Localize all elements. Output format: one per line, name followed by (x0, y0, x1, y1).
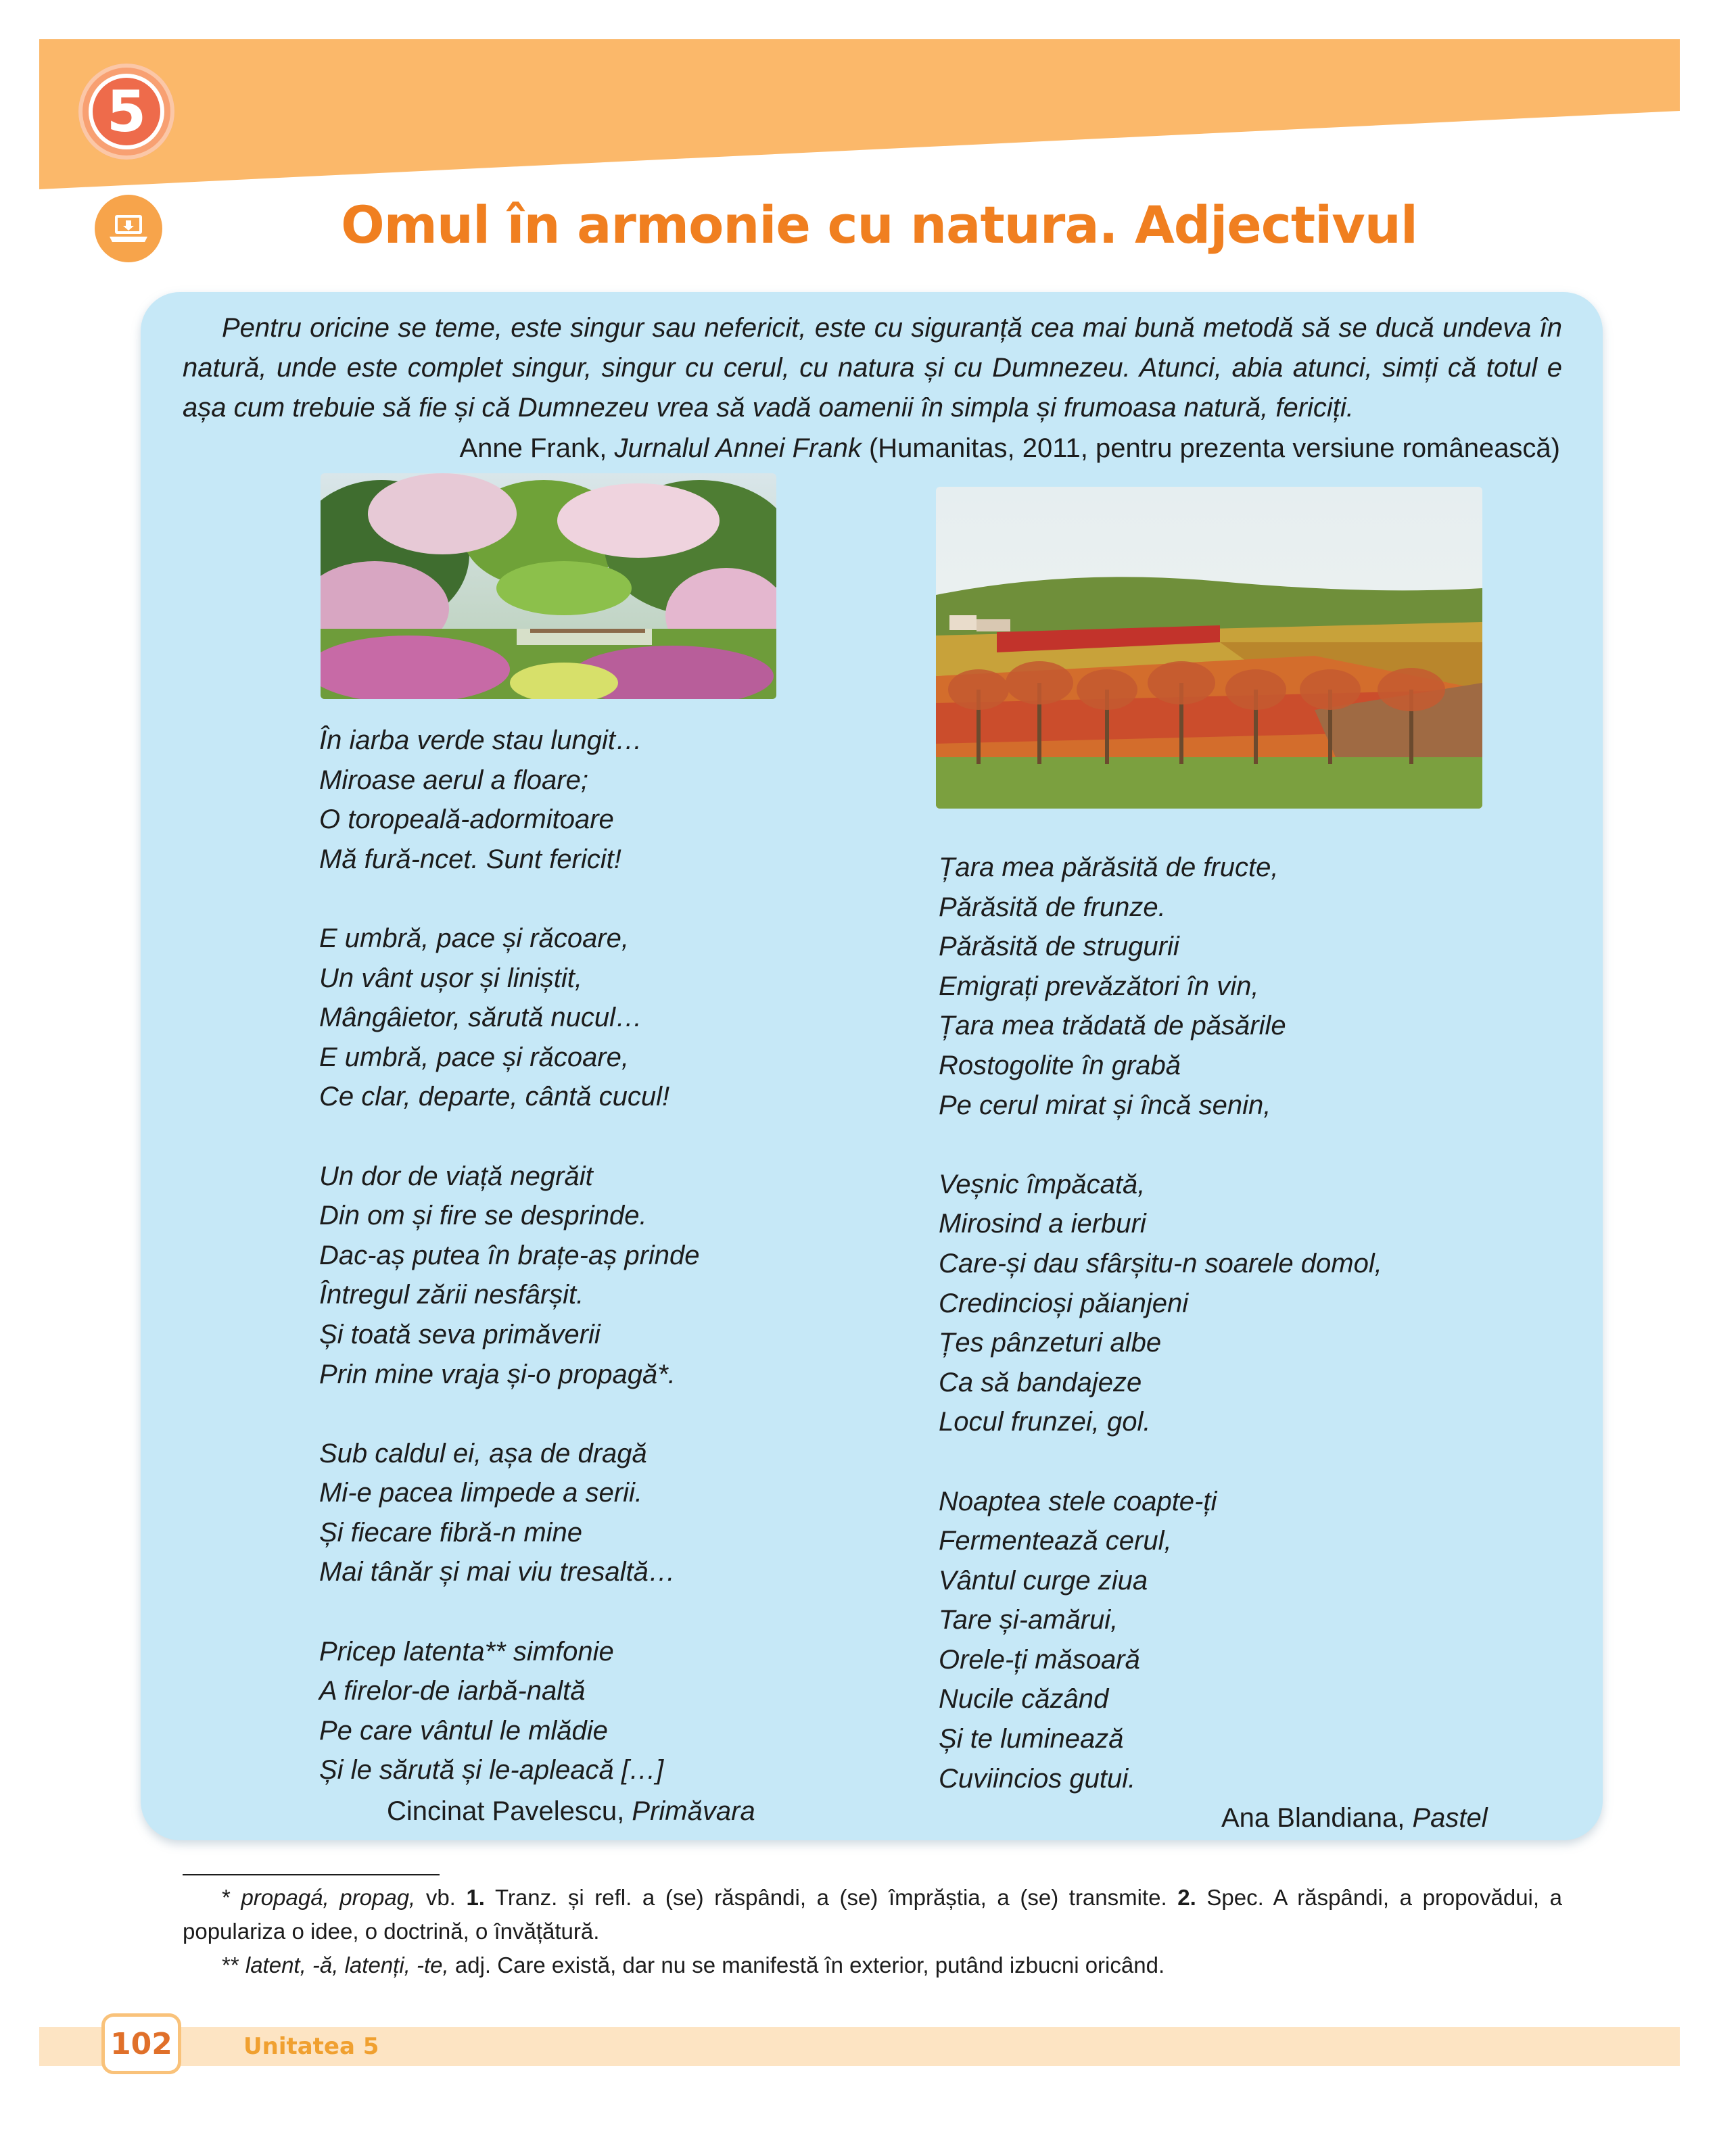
verse: Pricep latenta** simfonie (319, 1636, 614, 1667)
verse: Țara mea părăsită de fructe, (939, 853, 1279, 882)
poem-right-title: Pastel (1412, 1803, 1488, 1833)
verse: Credincioși păianjeni (939, 1288, 1189, 1318)
footnotes (183, 1881, 1562, 1982)
spring-garden-photo (321, 473, 776, 699)
verse: Mai tânăr și mai viu tresaltă… (319, 1557, 676, 1587)
verse: Nucile căzând (939, 1684, 1109, 1715)
verse: Mângâietor, sărută nucul… (319, 1003, 643, 1033)
verse: Mi-e pacea limpede a serii. (319, 1478, 642, 1508)
footnote-2 (183, 1948, 1562, 1982)
verse: Pe care vântul le mlădie (319, 1715, 608, 1746)
footnote-sense-number: 1. (466, 1885, 485, 1910)
poem-right-credit (1221, 1798, 1488, 1838)
page-title: Omul în armonie cu natura. Adjectivul (341, 195, 1417, 255)
stanza-5 (319, 1632, 700, 1790)
unit-number-badge (78, 64, 174, 160)
stanza-2 (319, 919, 700, 1117)
poem-right (939, 848, 1382, 1798)
footnote-1 (183, 1881, 1562, 1948)
verse: Mă fură-ncet. Sunt fericit! (319, 844, 621, 874)
verse: A firelor-de iarbă-naltă (319, 1676, 586, 1706)
verse: Pe cerul mirat și încă senin, (939, 1090, 1271, 1120)
quote-author: Anne Frank, (459, 433, 607, 463)
verse: Țes pânzeturi albe (939, 1328, 1162, 1358)
verse: Tare și-amărui, (939, 1605, 1119, 1635)
header-band (39, 39, 1680, 189)
verse: Ca să bandajeze (939, 1367, 1142, 1397)
verse: Locul frunzei, gol. (939, 1407, 1151, 1437)
poem-right-author: Ana Blandiana, (1221, 1803, 1405, 1833)
verse: Din om și fire se desprinde. (319, 1201, 647, 1231)
verse: O toropeală-adormitoare (319, 805, 614, 835)
footnote-text: vb. (425, 1885, 456, 1910)
verse: Un vânt ușor și liniștit, (319, 963, 583, 993)
quote-work: Jurnalul Annei Frank (614, 433, 862, 463)
quote-edition: (Humanitas, 2011, pentru prezenta versiune românească) (868, 433, 1560, 463)
stanza-2 (939, 1165, 1382, 1442)
unit-label: Unitatea 5 (243, 2033, 379, 2060)
unit-number: 5 (89, 74, 164, 149)
verse: Prin mine vraja și-o propagă*. (319, 1359, 676, 1389)
stanza-1 (319, 721, 700, 879)
laptop-icon[interactable] (95, 195, 162, 262)
stanza-3 (939, 1482, 1382, 1799)
footnote-text: Spec. A răspândi, a propovădui, a populariza o idee, o doctrină, o învățătură. (183, 1885, 1562, 1944)
verse: Miroase aerul a floare; (319, 765, 588, 795)
verse: Sub caldul ei, așa de dragă (319, 1438, 647, 1468)
stanza-3 (319, 1157, 700, 1395)
verse: Cuviincios gutui. (939, 1763, 1136, 1794)
verse: Țara mea trădată de păsările (939, 1011, 1286, 1041)
verse: Vântul curge ziua (939, 1565, 1148, 1596)
quote-text: Pentru oricine se teme, este singur sau nefericit, este cu siguranță cea mai bună metodă să se ducă undeva în natură, unde este complet singur, singur cu cerul, cu natura și cu Dumnezeu. Atunci, abia atunci, simți că totul e așa cum trebuie să fie și că Dumnezeu vrea să vadă oamenii în simpla și frumoasa natură, fericiți. (183, 313, 1562, 423)
verse: Și te luminează (939, 1724, 1124, 1754)
verse: E umbră, pace și răcoare, (319, 923, 629, 953)
footnote-text: adj. Care există, dar nu se manifestă în exterior, putând izbucni oricând. (454, 1953, 1165, 1978)
page-number: 102 (101, 2013, 181, 2074)
footnote-divider (183, 1874, 440, 1875)
footnote-marker: * (222, 1885, 231, 1910)
verse: Părăsită de frunze. (939, 892, 1166, 922)
verse: Și fiecare fibră-n mine (319, 1517, 583, 1548)
poem-left-credit (387, 1792, 755, 1831)
verse: Care-și dau sfârșitu-n soarele domol, (939, 1248, 1382, 1278)
verse: Și le sărută și le-apleacă […] (319, 1755, 664, 1786)
verse: Fermentează cerul, (939, 1526, 1172, 1556)
intro-quote (183, 308, 1562, 428)
verse: Emigrați prevăzători în vin, (939, 971, 1259, 1001)
footnote-term: propagá, propag, (241, 1885, 416, 1910)
footnote-marker: ** (222, 1953, 239, 1978)
poem-left-title: Primăvara (632, 1796, 755, 1826)
stanza-1 (939, 848, 1382, 1125)
poem-left (319, 721, 700, 1790)
autumn-orchard-photo (936, 487, 1482, 809)
footnote-text: Tranz. și refl. a (se) răspândi, a (se) împrăștia, a (se) transmite. (494, 1885, 1167, 1910)
verse: Mirosind a ierburi (939, 1209, 1146, 1239)
verse: În iarba verde stau lungit… (319, 725, 643, 755)
verse: Dac-aș putea în brațe-aș prinde (319, 1240, 700, 1270)
verse: Rostogolite în grabă (939, 1050, 1181, 1080)
stanza-4 (319, 1434, 700, 1592)
verse: E umbră, pace și răcoare, (319, 1042, 629, 1072)
quote-source (459, 429, 1560, 469)
verse: Părăsită de strugurii (939, 932, 1179, 962)
verse: Ce clar, departe, cântă cucul! (319, 1082, 670, 1112)
verse: Și toată seva primăverii (319, 1319, 601, 1349)
verse: Orele-ți măsoară (939, 1644, 1140, 1675)
footnote-term: latent, -ă, latenți, -te, (245, 1953, 449, 1978)
footnote-sense-number: 2. (1177, 1885, 1196, 1910)
verse: Noaptea stele coapte-ți (939, 1486, 1217, 1516)
poem-left-author: Cincinat Pavelescu, (387, 1796, 625, 1826)
verse: Întregul zării nesfârșit. (319, 1280, 584, 1310)
verse: Veșnic împăcată, (939, 1169, 1146, 1199)
verse: Un dor de viață negrăit (319, 1161, 593, 1191)
